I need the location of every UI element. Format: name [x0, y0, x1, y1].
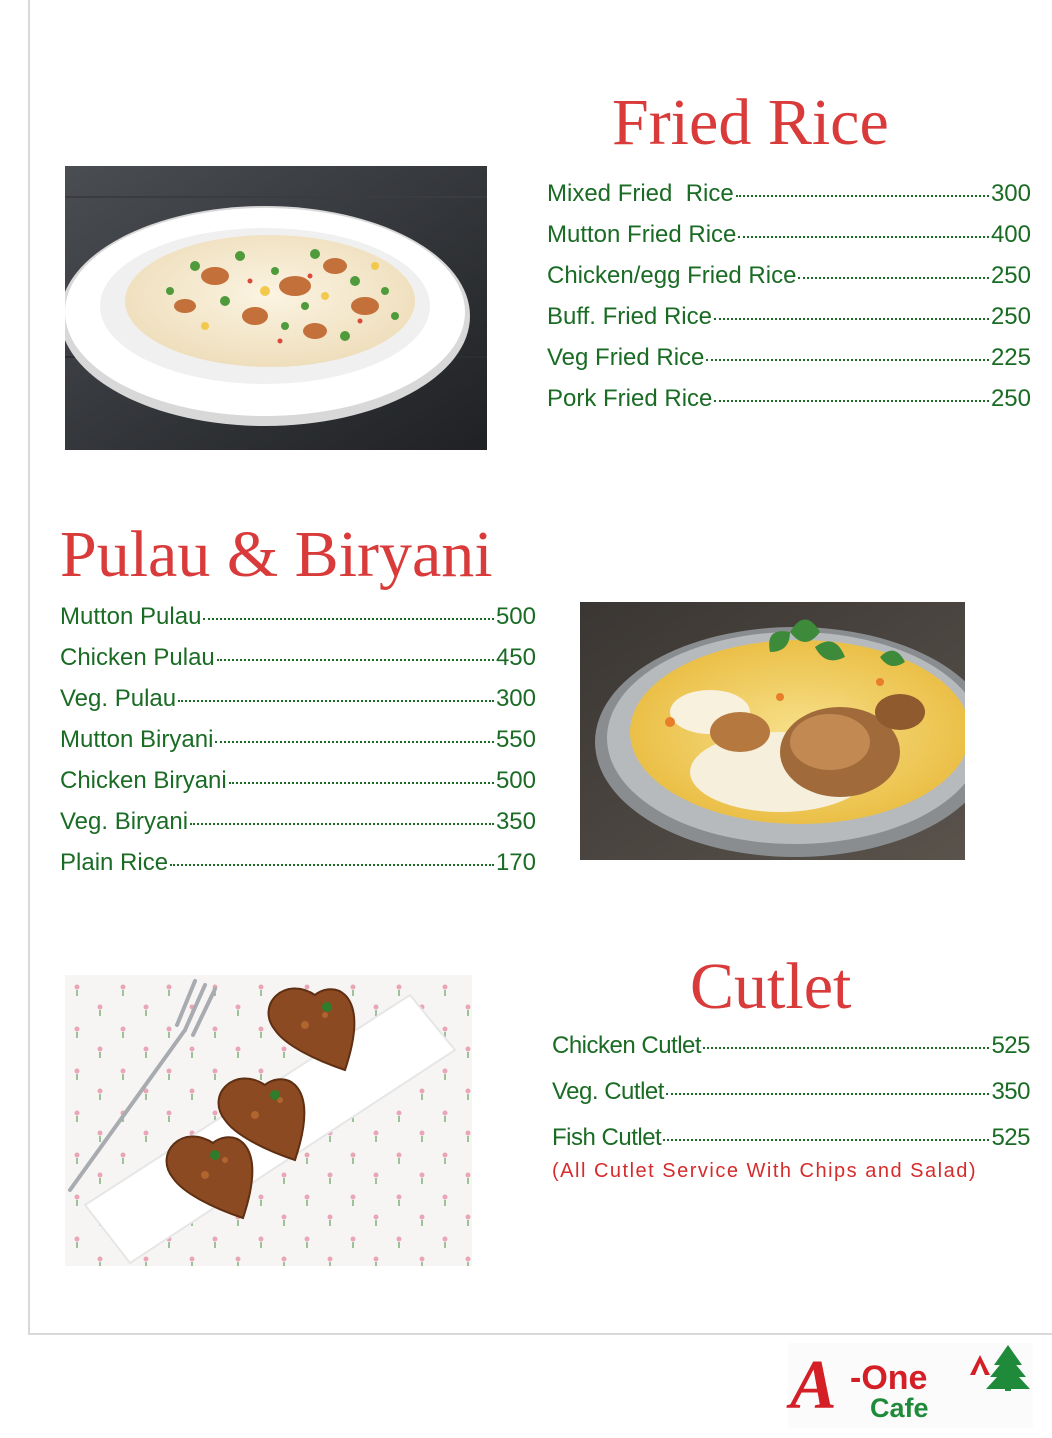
dot-leader	[703, 1047, 989, 1049]
item-price: 300	[990, 180, 1031, 207]
dot-leader	[666, 1093, 990, 1095]
dot-leader	[229, 782, 494, 784]
dot-leader	[798, 277, 989, 279]
logo-one-text: -One	[850, 1359, 928, 1397]
menu-item	[547, 221, 1031, 262]
cutlet-title: Cutlet	[690, 950, 852, 1023]
menu-item	[60, 685, 536, 726]
menu-item	[60, 849, 536, 890]
item-price: 350	[495, 808, 536, 835]
a-one-cafe-logo	[788, 1343, 1033, 1428]
menu-item	[547, 344, 1031, 385]
item-name: Veg Fried Rice	[547, 344, 705, 371]
cutlet-note: (All Cutlet Service With Chips and Salad)	[552, 1160, 977, 1182]
item-price: 250	[990, 385, 1031, 412]
menu-item	[552, 1078, 1030, 1124]
menu-item	[547, 385, 1031, 426]
dot-leader	[706, 359, 989, 361]
menu-item	[547, 303, 1031, 344]
tree-icon	[968, 1345, 1030, 1393]
pulau-biryani-list	[60, 603, 536, 890]
item-price: 550	[495, 726, 536, 753]
item-price: 400	[990, 221, 1031, 248]
cutlet-list	[552, 1032, 1030, 1154]
item-price: 500	[495, 603, 536, 630]
page-frame-bottom	[28, 1333, 1052, 1335]
dot-leader	[663, 1139, 989, 1141]
dot-leader	[203, 618, 494, 620]
item-name: Pork Fried Rice	[547, 385, 713, 412]
item-name: Chicken Cutlet	[552, 1032, 702, 1059]
item-price: 300	[495, 685, 536, 712]
dot-leader	[217, 659, 494, 661]
menu-item	[552, 1032, 1030, 1078]
item-price: 525	[991, 1032, 1030, 1059]
dot-leader	[714, 400, 989, 402]
item-price: 250	[990, 303, 1031, 330]
biryani-photo	[580, 602, 965, 860]
dot-leader	[736, 195, 989, 197]
item-name: Mutton Fried Rice	[547, 221, 737, 248]
item-name: Chicken Pulau	[60, 644, 215, 671]
item-name: Fish Cutlet	[552, 1124, 662, 1151]
item-name: Mutton Pulau	[60, 603, 202, 630]
page-frame-left	[28, 0, 30, 1334]
dot-leader	[178, 700, 494, 702]
item-name: Mutton Biryani	[60, 726, 214, 753]
item-name: Chicken/egg Fried Rice	[547, 262, 797, 289]
item-price: 225	[990, 344, 1031, 371]
item-name: Veg. Pulau	[60, 685, 177, 712]
dot-leader	[738, 236, 989, 238]
fried-rice-title: Fried Rice	[612, 86, 889, 159]
fried-rice-photo	[65, 166, 487, 450]
item-price: 450	[495, 644, 536, 671]
menu-item	[547, 262, 1031, 303]
item-name: Chicken Biryani	[60, 767, 227, 794]
menu-item	[547, 180, 1031, 221]
dot-leader	[190, 823, 494, 825]
menu-item	[60, 603, 536, 644]
item-price: 250	[990, 262, 1031, 289]
dot-leader	[170, 864, 494, 866]
cutlet-photo	[65, 975, 472, 1266]
item-price: 525	[991, 1124, 1030, 1151]
item-name: Veg. Cutlet	[552, 1078, 664, 1105]
dot-leader	[714, 318, 989, 320]
menu-item	[60, 808, 536, 849]
menu-item	[60, 644, 536, 685]
item-name: Buff. Fried Rice	[547, 303, 712, 330]
logo-letter-a: A	[790, 1347, 837, 1424]
item-name: Plain Rice	[60, 849, 169, 876]
menu-item	[60, 726, 536, 767]
menu-item	[60, 767, 536, 808]
pulau-biryani-title: Pulau & Biryani	[60, 518, 493, 591]
dot-leader	[215, 741, 494, 743]
item-price: 170	[495, 849, 536, 876]
item-price: 350	[991, 1078, 1030, 1105]
logo-cafe-text: Cafe	[870, 1393, 929, 1423]
item-name: Mixed Fried Rice	[547, 180, 734, 207]
fried-rice-list	[547, 180, 1031, 426]
item-price: 500	[495, 767, 536, 794]
menu-item	[552, 1124, 1030, 1154]
item-name: Veg. Biryani	[60, 808, 189, 835]
